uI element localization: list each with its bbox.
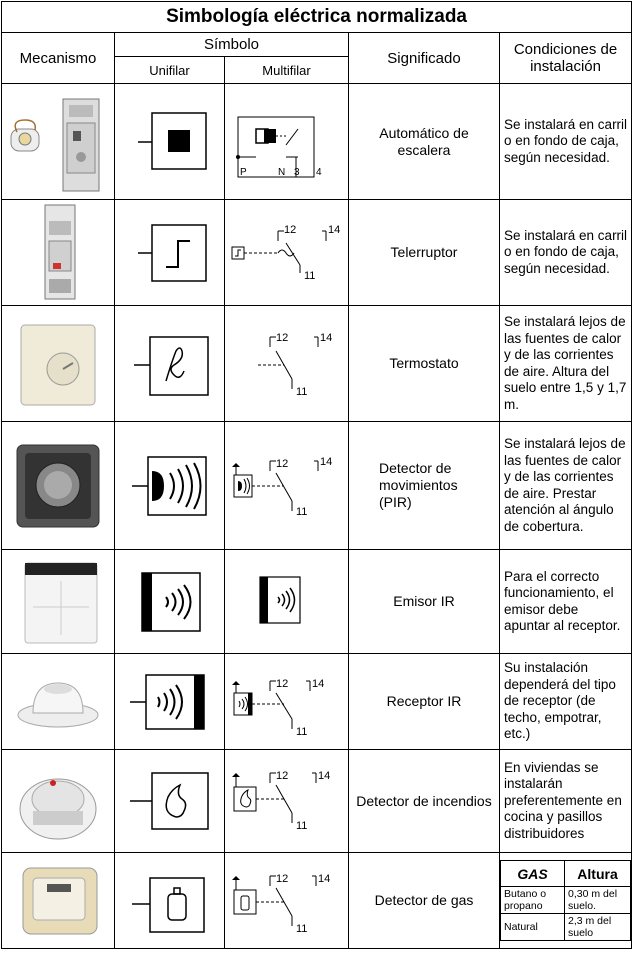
significado-cell: Detector de gas [349,853,500,949]
unifilar-telerruptor [115,200,225,306]
significado-cell: Automático de escalera [349,84,500,200]
multifilar-telerruptor [225,200,349,306]
unifilar-pir [115,422,225,550]
label-14: 14 [319,455,332,468]
significado-cell: Detector de movimientos (PIR) [349,422,500,550]
label-11: 11 [295,922,307,935]
mechanism-photo-timer [2,84,115,200]
table-row [2,200,632,306]
unifilar-termostato [115,306,225,422]
label-12: 12 [275,769,288,782]
condiciones-cell: Se instalará lejos de las fuentes de calor y de las corrientes de aire. Prestar atención al ángulo de cobertura. [500,422,632,550]
gas-table [500,860,631,941]
header-multifilar: Multifilar [225,57,349,84]
table-row [2,853,632,949]
symbol-table [1,1,632,949]
mechanism-photo-detector-gas [2,853,115,949]
label-3: 3 [293,166,300,178]
page-title: Simbología eléctrica normalizada [2,2,632,33]
header-mecanismo: Mecanismo [2,33,115,84]
gas-header: GAS [501,861,565,887]
gas-table-cell [500,853,632,949]
multifilar-termostato [225,306,349,422]
label-p: P [239,166,247,178]
altura-butano: 0,30 m del suelo. [565,887,631,914]
gas-butano: Butano o propano [501,887,565,914]
label-11: 11 [295,505,307,518]
unifilar-receptor-ir [115,654,225,750]
document [1,1,633,951]
mechanism-photo-termostato [2,306,115,422]
table-row [2,550,632,654]
mechanism-photo-telerruptor [2,200,115,306]
table-row [2,422,632,550]
significado-cell: Receptor IR [349,654,500,750]
mechanism-photo-detector-incendios [2,750,115,853]
label-12: 12 [283,223,296,236]
multifilar-detector-incendios [225,750,349,853]
condiciones-cell: Para el correcto funcionamiento, el emisor debe apuntar al receptor. [500,550,632,654]
label-14: 14 [319,331,332,344]
label-12: 12 [275,331,288,344]
mechanism-photo-emisor-ir [2,550,115,654]
table-row [2,84,632,200]
label-11: 11 [303,269,315,282]
label-12: 12 [275,872,288,885]
altura-header: Altura [565,861,631,887]
condiciones-cell: Su instalación dependerá del tipo de receptor (de techo, empotrar, etc.) [500,654,632,750]
multifilar-pir [225,422,349,550]
label-14: 14 [327,223,340,236]
condiciones-cell: En viviendas se instalarán preferentemente en cocina y pasillos distribuidores [500,750,632,853]
condiciones-cell: Se instalará lejos de las fuentes de calor y de las corrientes de aire. Altura del suelo entre 1,5 y 1,7 m. [500,306,632,422]
label-11: 11 [295,725,307,738]
multifilar-automatico-escalera [225,84,349,200]
label-11: 11 [295,385,307,398]
condiciones-cell: Se instalará en carril o en fondo de caja, según necesidad. [500,200,632,306]
header-unifilar: Unifilar [115,57,225,84]
multifilar-emisor-ir [225,550,349,654]
label-11: 11 [295,819,307,832]
label-14: 14 [317,769,330,782]
label-14: 14 [311,677,324,690]
label-n: N [277,166,285,178]
unifilar-detector-incendios [115,750,225,853]
significado-cell: Emisor IR [349,550,500,654]
multifilar-detector-gas [225,853,349,949]
unifilar-automatico-escalera [115,84,225,200]
significado-cell: Telerruptor [349,200,500,306]
label-4: 4 [315,166,322,178]
altura-natural: 2,3 m del suelo [565,914,631,941]
header-significado: Significado [349,33,500,84]
multifilar-receptor-ir [225,654,349,750]
mechanism-photo-pir [2,422,115,550]
header-condiciones: Condiciones de instalación [500,33,632,84]
significado-cell: Termostato [349,306,500,422]
significado-cell: Detector de incendios [349,750,500,853]
label-14: 14 [317,872,330,885]
header-simbolo: Símbolo [115,33,349,57]
unifilar-emisor-ir [115,550,225,654]
gas-natural: Natural [501,914,565,941]
label-12: 12 [275,677,288,690]
unifilar-detector-gas [115,853,225,949]
table-row [2,306,632,422]
label-12: 12 [275,457,288,470]
table-row [2,750,632,853]
condiciones-cell: Se instalará en carril o en fondo de caja, según necesidad. [500,84,632,200]
table-row [2,654,632,750]
mechanism-photo-receptor-ir [2,654,115,750]
